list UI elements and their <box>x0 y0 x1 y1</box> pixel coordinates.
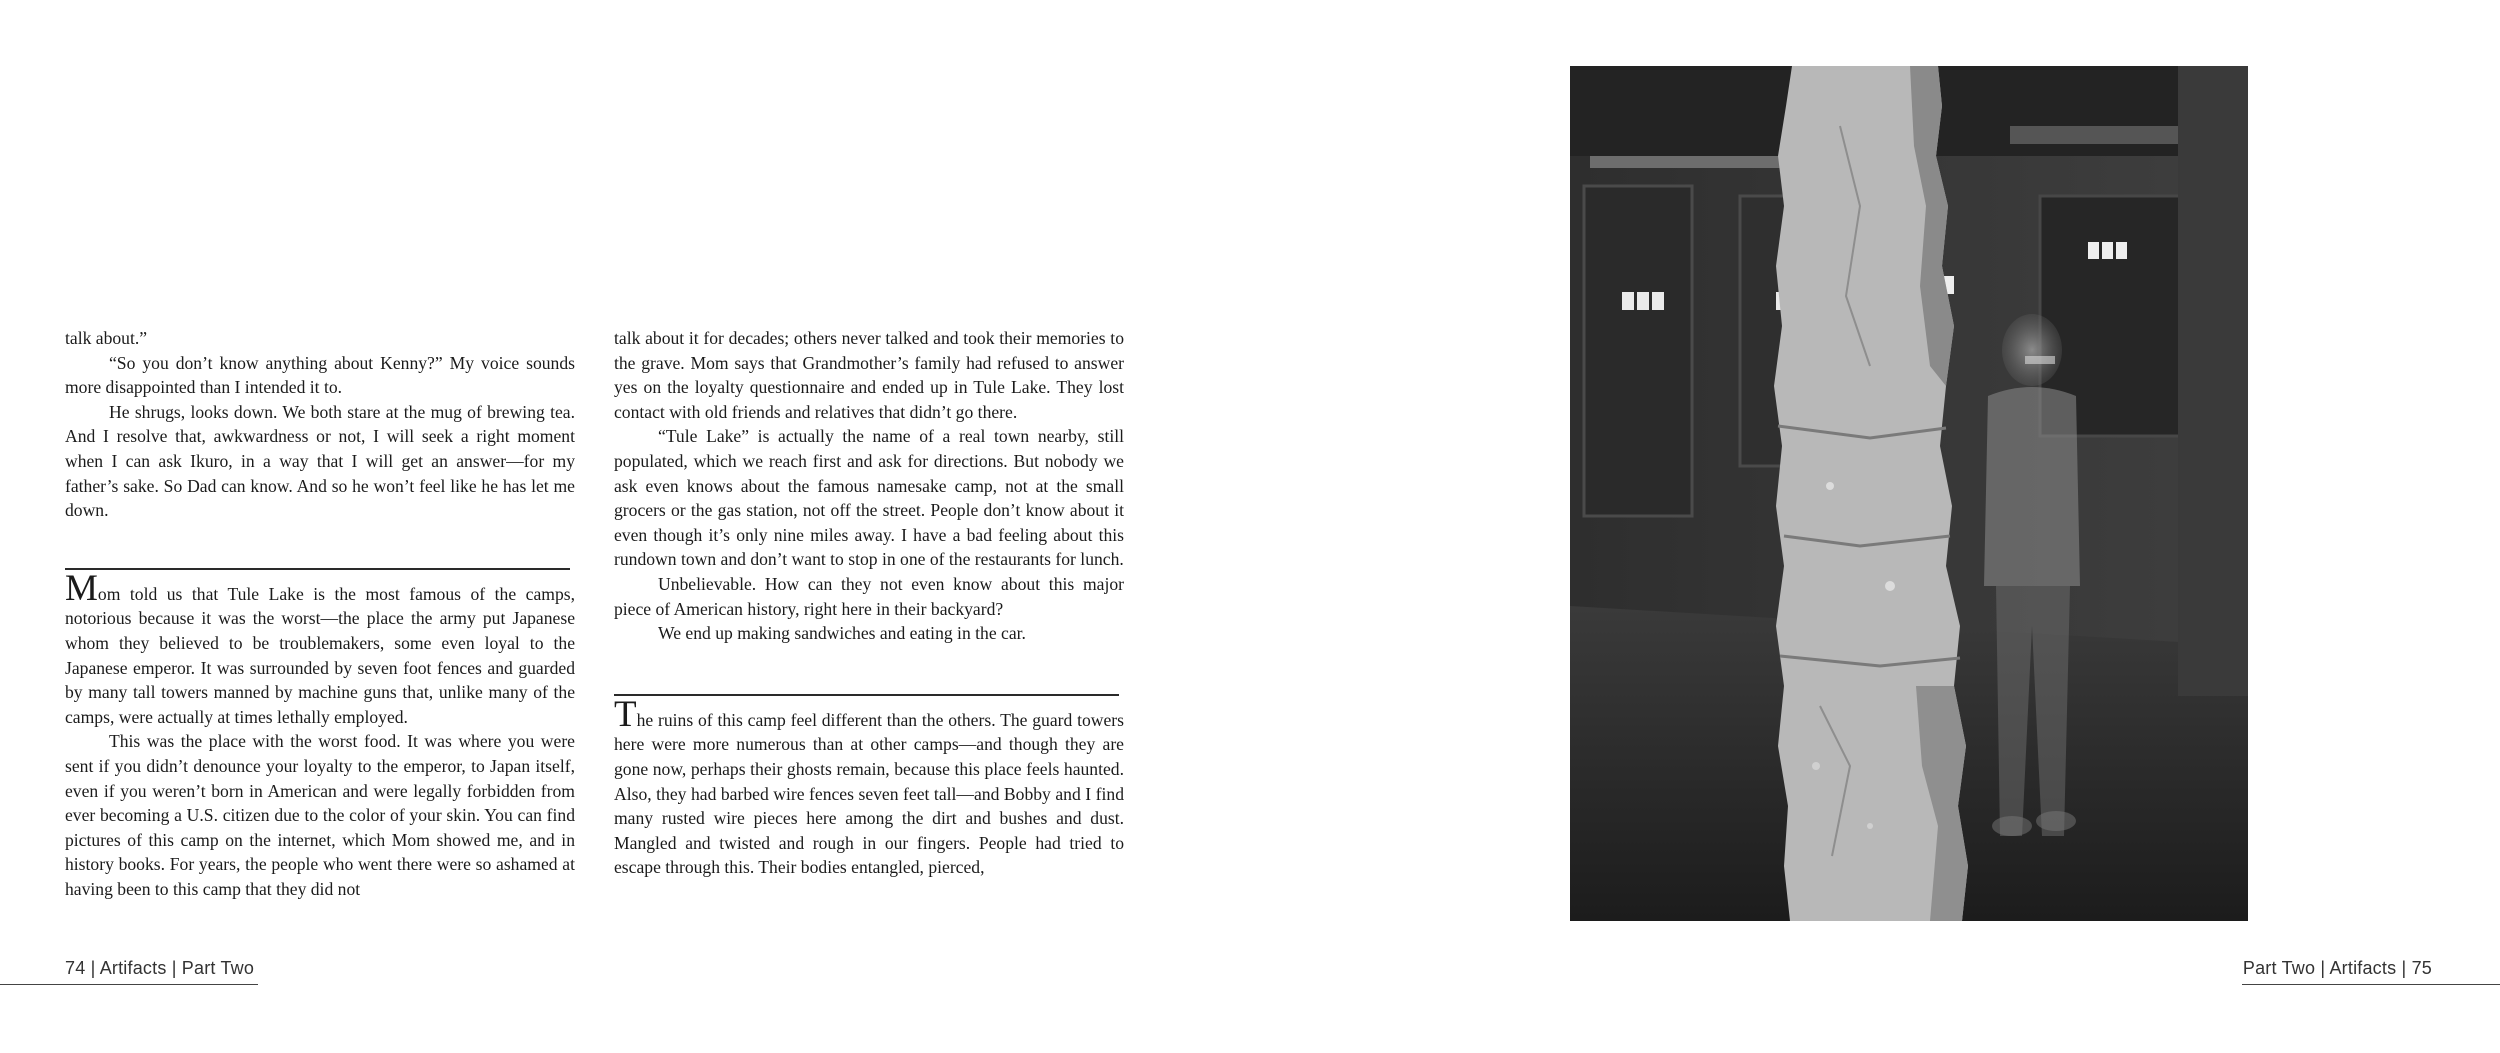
section-divider <box>614 694 1119 696</box>
paragraph-text: om told us that Tule Lake is the most famous of the camps, notorious because it was the worst—the place the army put Japanese whom they believed to be troublemakers, some even loyal to the Japanese emperor. It was surrounded by seven foot fences and guarded by many tall towers manned by machine guns that, unlike many of the camps, were actually at times lethally employed. <box>65 583 575 727</box>
photograph-ruined-barracks <box>1570 66 2248 921</box>
paragraph: We end up making sandwiches and eating in the car. <box>658 623 1026 644</box>
paragraph-dropcap <box>614 693 1124 880</box>
left-column-2 <box>614 326 1124 880</box>
paragraph: Unbelievable. How can they not even know about this major piece of American history, right here in their backyard? <box>614 573 1124 619</box>
page-footer-right: Part Two | Artifacts | 75 <box>2242 958 2432 978</box>
paragraph: This was the place with the worst food. It was where you were sent if you didn’t denounce your loyalty to the emperor, to Japan itself, even if you weren’t born in American and were legally forbidden from ever becoming a U.S. citizen due to the color of your skin. You can find pictures of this camp on the internet, which Mom showed me, and in history books. For years, the people who went there were so ashamed at having been to this camp that they did not <box>65 731 575 899</box>
paragraph: He shrugs, looks down. We both stare at the mug of brewing tea. And I resolve that, awkwardness or not, I will seek a right moment when I can ask Ikuro, in a way that I will get an answer—for my father’s sake. So Dad can know. And so he won’t feel like he has let me down. <box>65 401 575 521</box>
footer-rule-right <box>2242 984 2500 985</box>
paragraph: talk about it for decades; others never talked and took their memories to the grave. Mom says that Grandmother’s family had refused to answer yes on the loyalty questionnaire and ended up in Tule Lake. They lost contact with old friends and relatives that didn’t go there. <box>614 328 1124 422</box>
paragraph: talk about.” <box>65 328 148 348</box>
paragraph-text: he ruins of this camp feel different than the others. The guard towers here were more numerous than at other camps—and though they are gone now, perhaps their ghosts remain, because this place feels haunted. Also, they had barbed wire fences seven feet tall—and Bobby and I find many rusted wire pieces here among the dirt and bushes and dust. Mangled and twisted and rough in our fingers. People had tried to escape through this. Their bodies entangled, pierced, <box>614 709 1124 878</box>
section-divider <box>65 568 570 570</box>
paragraph: “So you don’t know anything about Kenny?” My voice sounds more disappointed than I intended it to. <box>65 352 575 398</box>
page-footer-left: 74 | Artifacts | Part Two <box>65 958 255 978</box>
paragraph: “Tule Lake” is actually the name of a real town nearby, still populated, which we reach first and ask for directions. But nobody we ask even knows about the famous namesake camp, not at the small grocers or the gas station, not off the street. People don’t know about it even though it’s only nine miles away. I have a bad feeling about this rundown town and don’t want to stop in one of the restaurants for lunch. <box>614 426 1124 570</box>
photograph-illustration <box>1570 66 2248 921</box>
footer-rule-left <box>0 984 258 985</box>
paragraph-dropcap <box>65 567 575 730</box>
drop-cap: T <box>614 693 637 735</box>
drop-cap: M <box>65 567 98 609</box>
left-column-1 <box>65 326 575 901</box>
